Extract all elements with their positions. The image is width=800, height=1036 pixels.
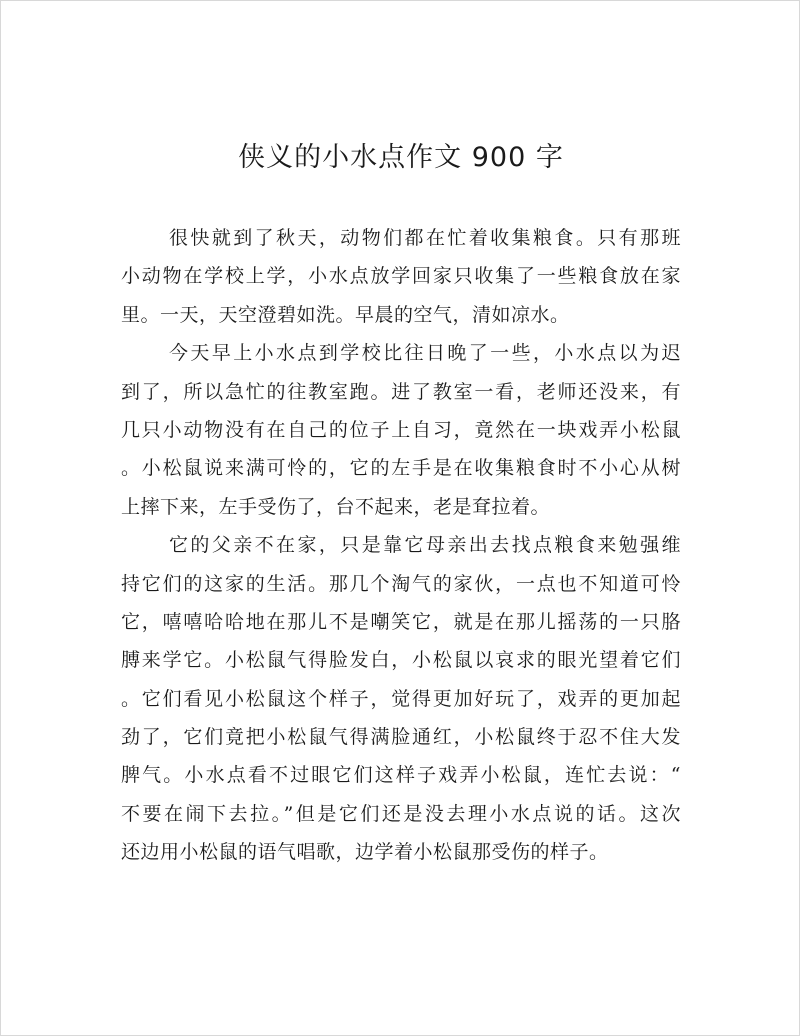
text-line: 它，嘻嘻哈哈地在那儿不是嘲笑它，就是在那儿摇荡的一只胳 [121, 610, 681, 633]
text-line: 到了，所以急忙的往教室跑。进了教室一看，老师还没来，有 [121, 380, 681, 403]
text-line: 很快就到了秋天，动物们都在忙着收集粮食。只有那班 [169, 227, 681, 249]
text-line: 。它们看见小松鼠这个样子，觉得更加好玩了，戏弄的更加起 [121, 687, 681, 710]
text-line: 几只小动物没有在自己的位子上自习，竟然在一块戏弄小松鼠 [121, 418, 681, 441]
text-line: 劲了，它们竟把小松鼠气得满脸通红，小松鼠终于忍不住大发 [121, 726, 681, 749]
text-line: 它的父亲不在家，只是靠它母亲出去找点粮食来勉强维 [169, 534, 681, 557]
text-line: 上摔下来，左手受伤了，台不起来，老是耷拉着。 [121, 495, 551, 518]
text-line: 脾气。小水点看不过眼它们这样子戏弄小松鼠，连忙去说：“ [121, 764, 681, 787]
text-line: 里。一天，天空澄碧如洗。早晨的空气，清如凉水。 [121, 303, 570, 326]
text-line: 今天早上小水点到学校比往日晚了一些，小水点以为迟 [169, 342, 681, 365]
text-line: 小动物在学校上学，小水点放学回家只收集了一些粮食放在家 [121, 265, 681, 288]
paragraph-2 [121, 334, 681, 526]
text-line: 膊来学它。小松鼠气得脸发白，小松鼠以哀求的眼光望着它们 [121, 649, 681, 672]
text-line: 不要在闹下去拉。”但是它们还是没去理小水点说的话。这次 [121, 802, 681, 825]
text-line: 还边用小松鼠的语气唱歌，边学着小松鼠那受伤的样子。 [121, 841, 609, 864]
document-title: 侠义的小水点作文 900 字 [238, 142, 564, 173]
text-line: 。小松鼠说来满可怜的，它的左手是在收集粮食时不小心从树 [121, 457, 681, 480]
paragraph-3 [121, 526, 681, 872]
text-line: 持它们的这家的生活。那几个淘气的家伙，一点也不知道可怜 [121, 572, 681, 595]
paragraph-1 [121, 219, 681, 334]
document-body [121, 219, 681, 872]
